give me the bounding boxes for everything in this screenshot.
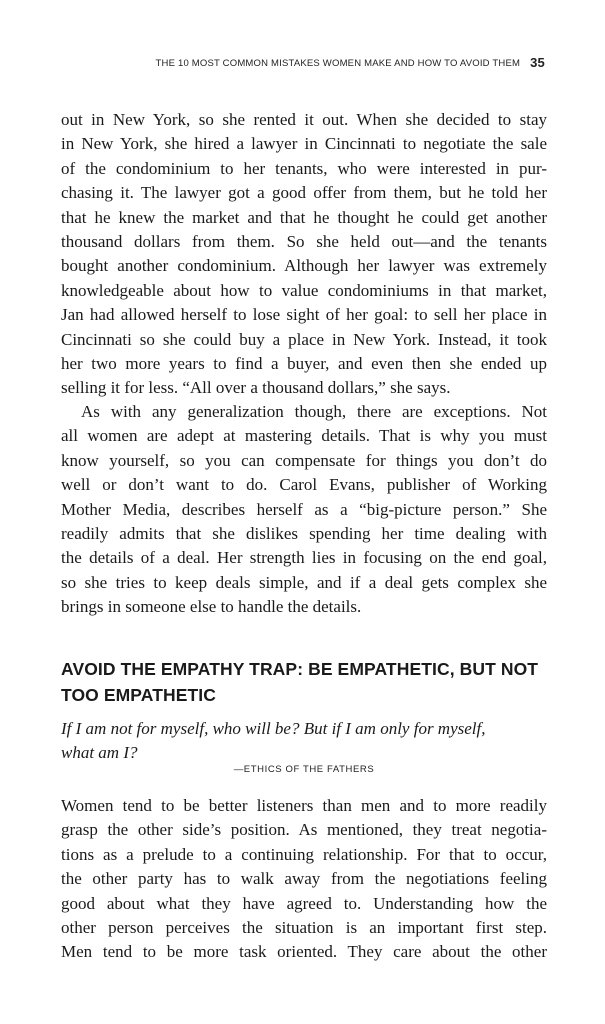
running-title: THE 10 MOST COMMON MISTAKES WOMEN MAKE AND HOW TO AVOID THEM: [155, 58, 521, 69]
text-line: chasing it. The lawyer got a good offer from them, but he told her: [61, 183, 547, 203]
text-line: readily admits that she dislikes spending her time dealing with: [61, 524, 547, 544]
section-heading-line: AVOID THE EMPATHY TRAP: BE EMPATHETIC, BUT NOT: [61, 659, 539, 679]
section-heading: [61, 656, 551, 708]
running-header: [60, 55, 545, 70]
text-line: in New York, she hired a lawyer in Cincinnati to negotiate the sale: [61, 134, 547, 154]
text-line: Jan had allowed herself to lose sight of her goal: to sell her place in: [61, 305, 547, 325]
page-number: 35: [530, 55, 545, 70]
text-line: well or don’t want to do. Carol Evans, publisher of Working: [61, 475, 547, 495]
text-line: her two more years to find a buyer, and even then she ended up: [61, 354, 547, 374]
text-line: knowledgeable about how to value condominiums in that market,: [61, 280, 547, 300]
text-line: Cincinnati so she could buy a place in New York. Instead, it took: [61, 329, 547, 349]
text-line: the other party has to walk away from the negotiations feeling: [61, 869, 547, 889]
epigraph-attribution: —ETHICS OF THE FATHERS: [233, 764, 375, 775]
text-line: Men tend to be more task oriented. They care about the other: [61, 942, 547, 962]
text-line: the details of a deal. Her strength lies in focusing on the end goal,: [61, 548, 547, 568]
text-line: As with any generalization though, there are exceptions. Not: [81, 402, 547, 421]
text-line: that he knew the market and that he thought he could get another: [61, 207, 547, 227]
text-line: thousand dollars from them. So she held out—and the tenants: [61, 232, 547, 252]
text-line: brings in someone else to handle the details.: [61, 597, 362, 617]
epigraph-quote: [61, 717, 547, 766]
text-line: of the condominium to her tenants, who were interested in pur-: [61, 158, 547, 178]
epigraph-line: If I am not for myself, who will be? But if I am only for myself,: [61, 719, 486, 738]
text-line: bought another condominium. Although her lawyer was extremely: [61, 256, 547, 276]
paragraph-1: [61, 108, 547, 401]
epigraph-line: what am I?: [61, 743, 138, 763]
text-line: selling it for less. “All over a thousand dollars,” she says.: [61, 378, 451, 398]
text-line: Women tend to be better listeners than men and to more readily: [61, 796, 547, 815]
text-line: tions as a prelude to a continuing relationship. For that to occur,: [61, 844, 547, 864]
paragraph-2: [61, 400, 547, 620]
paragraph-3: [61, 794, 547, 965]
text-line: so she tries to keep deals simple, and if a deal gets complex she: [61, 572, 547, 592]
section-heading-line: TOO EMPATHETIC: [61, 685, 217, 705]
text-line: good about what they have agreed to. Understanding how the: [61, 893, 547, 913]
text-line: all women are adept at mastering details. That is why you must: [61, 426, 547, 446]
text-line: out in New York, so she rented it out. When she decided to stay: [61, 110, 547, 129]
text-line: grasp the other side’s position. As mentioned, they treat negotia-: [61, 820, 547, 840]
text-line: other person perceives the situation is an important first step.: [61, 918, 547, 938]
text-line: Mother Media, describes herself as a “big-picture person.” She: [61, 499, 547, 519]
text-line: know yourself, so you can compensate for things you don’t do: [61, 450, 547, 470]
